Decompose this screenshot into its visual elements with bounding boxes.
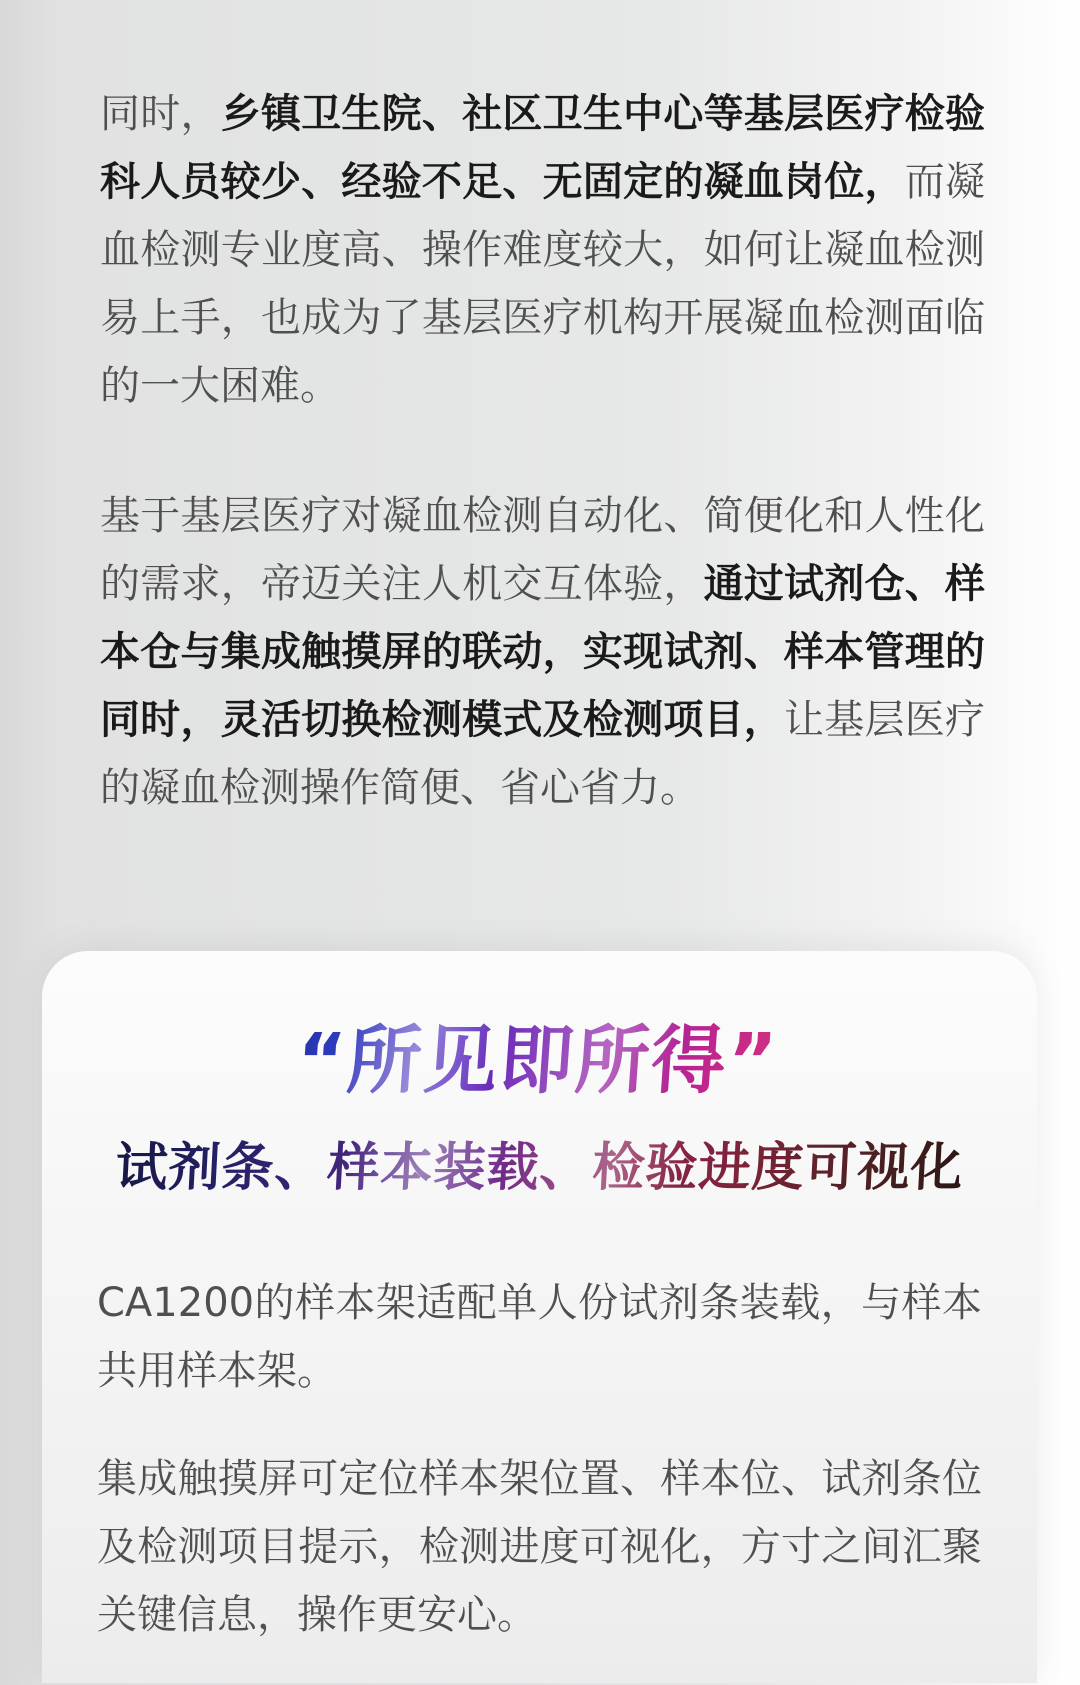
feature-card bbox=[42, 951, 1037, 1683]
card-subheadline: 试剂条、样本装载、检验进度可视化 bbox=[95, 1132, 984, 1204]
intro-paragraph-1 bbox=[100, 80, 985, 420]
intro-section bbox=[0, 0, 1080, 822]
text-segment: 乡镇卫生院、社区卫生中心等基层医疗检验科人员较少、经验不足、无固定的凝血岗位， bbox=[100, 91, 986, 205]
text-segment: 通过试剂仓、样本仓与集成触摸屏的联动，实现试剂、样本管理的同时，灵活切换检测模式及检测项目， bbox=[100, 561, 986, 743]
text-segment: 同时， bbox=[100, 91, 221, 137]
card-paragraph-1: CA1200的样本架适配单人份试剂条装载，与样本共用样本架。 bbox=[97, 1280, 982, 1394]
text-segment: 基于基层医疗对凝血检测自动化、简便化和人性化的需求，帝迈关注人机交互体验， bbox=[100, 493, 985, 607]
intro-paragraph-2 bbox=[100, 482, 985, 822]
card-headline: “所见即所得” bbox=[91, 951, 987, 1109]
card-paragraph-2: 集成触摸屏可定位样本架位置、样本位、试剂条位及检测项目提示，检测进度可视化，方寸之间汇聚关键信息，操作更安心。 bbox=[97, 1456, 982, 1638]
text-segment: 让基层医疗的凝血检测操作简便、省心省力。 bbox=[100, 697, 985, 811]
text-segment: 而凝血检测专业度高、操作难度较大，如何让凝血检测易上手，也成为了基层医疗机构开展凝血检测面临的一大困难。 bbox=[100, 159, 986, 409]
